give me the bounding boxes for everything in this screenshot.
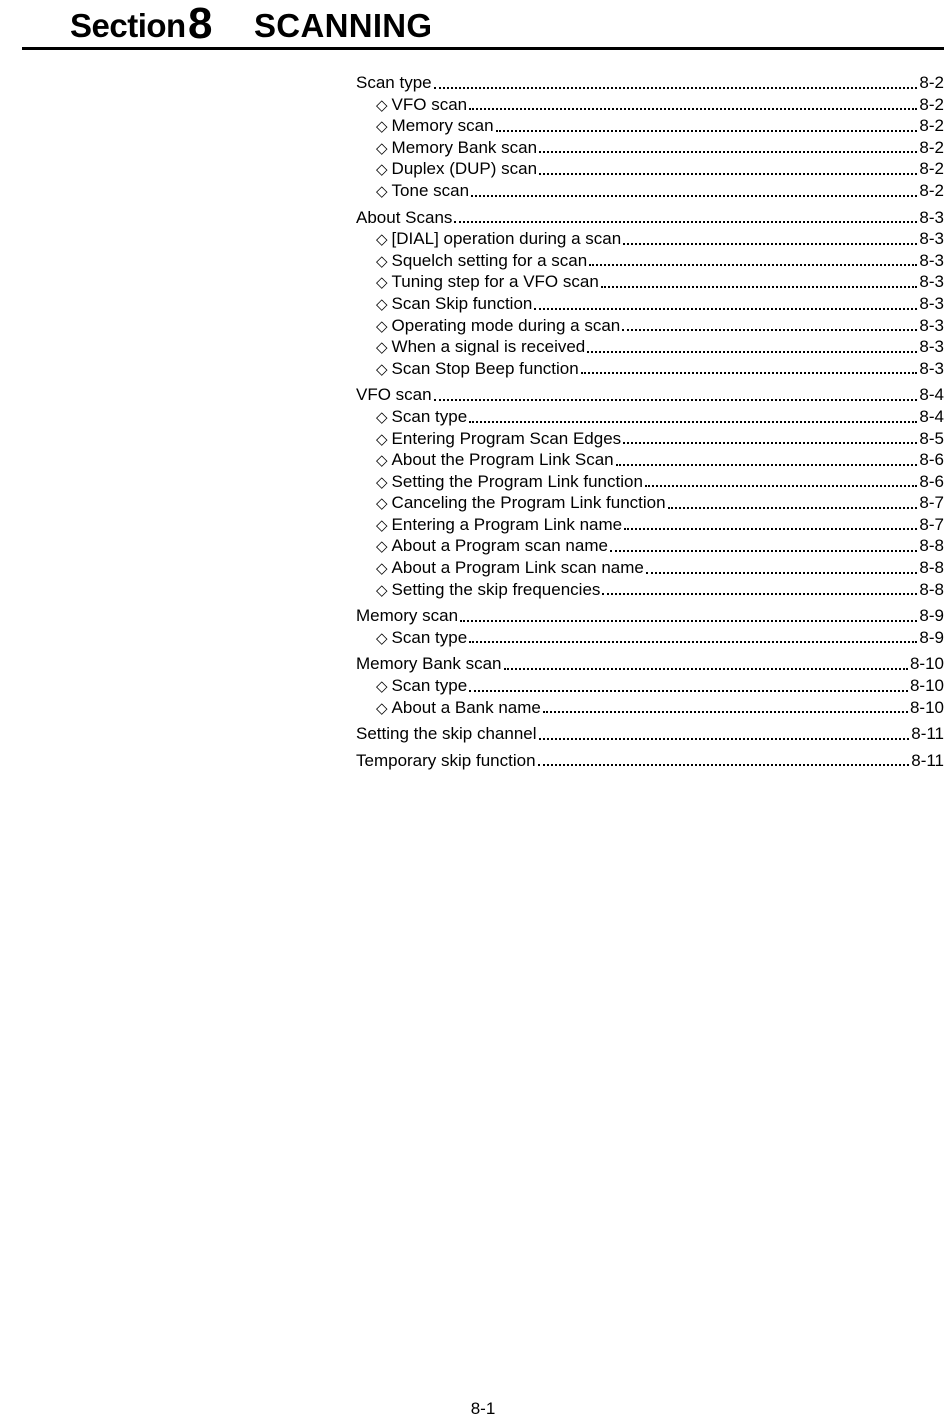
diamond-bullet-icon: ◇ <box>376 316 388 335</box>
dot-leader <box>581 372 918 374</box>
toc-entry-page: 8-5 <box>919 428 944 448</box>
toc-entry-page: 8-7 <box>919 514 944 534</box>
toc-entry-page: 8-2 <box>919 73 944 92</box>
toc-entry-label: VFO scan <box>391 94 468 114</box>
dot-leader <box>610 550 917 552</box>
toc-subentry[interactable] <box>356 137 944 159</box>
toc-entry-page: 8-4 <box>919 406 944 426</box>
section-title: SCANNING <box>254 7 433 44</box>
toc-subentry[interactable] <box>356 697 944 719</box>
dot-leader <box>622 329 917 331</box>
toc-entry-label: Entering Program Scan Edges <box>391 428 622 448</box>
toc-entry-page: 8-3 <box>919 293 944 313</box>
diamond-bullet-icon: ◇ <box>376 273 388 292</box>
dot-leader <box>496 130 918 132</box>
toc-entry-label: About a Program Link scan name <box>391 558 644 578</box>
toc-subentry[interactable] <box>356 228 944 250</box>
toc-entry-page: 8-7 <box>919 493 944 513</box>
dot-leader <box>539 173 917 175</box>
toc-entry-label: Memory scan <box>391 116 494 136</box>
toc-entry-page: 8-11 <box>911 750 944 770</box>
toc-subentry[interactable] <box>356 293 944 315</box>
toc-entry-label: About Scans <box>356 207 453 227</box>
toc-entry-label: Scan type <box>391 676 468 696</box>
dot-leader <box>460 620 917 622</box>
toc-subentry[interactable] <box>356 94 944 116</box>
toc-entry-page: 8-6 <box>919 471 944 491</box>
toc-group <box>356 605 944 648</box>
toc-entry-page: 8-11 <box>911 724 944 744</box>
dot-leader <box>469 108 917 110</box>
toc-subentry[interactable] <box>356 271 944 293</box>
dot-leader <box>469 421 917 423</box>
toc-subentry[interactable] <box>356 535 944 557</box>
toc-entry-page: 8-3 <box>919 229 944 249</box>
toc-entry-page: 8-8 <box>919 536 944 556</box>
toc-subentry[interactable] <box>356 315 944 337</box>
toc-entry-label: Operating mode during a scan <box>391 315 621 335</box>
toc-subentry[interactable] <box>356 358 944 380</box>
dot-leader <box>534 308 917 310</box>
dot-leader <box>434 399 918 401</box>
diamond-bullet-icon: ◇ <box>376 251 388 270</box>
toc-subentry[interactable] <box>356 406 944 428</box>
page-number: 8-1 <box>470 1399 496 1418</box>
diamond-bullet-icon: ◇ <box>376 294 388 313</box>
diamond-bullet-icon: ◇ <box>376 230 388 249</box>
toc-subentry[interactable] <box>356 675 944 697</box>
toc-entry-page: 8-3 <box>919 315 944 335</box>
toc-subentry[interactable] <box>356 557 944 579</box>
toc-entry[interactable] <box>356 653 944 675</box>
toc-entry-label: Canceling the Program Link function <box>391 493 666 513</box>
diamond-bullet-icon: ◇ <box>376 472 388 491</box>
toc-subentry[interactable] <box>356 336 944 358</box>
dot-leader <box>668 507 918 509</box>
diamond-bullet-icon: ◇ <box>376 494 388 513</box>
toc-entry-page: 8-3 <box>919 272 944 292</box>
section-header <box>22 0 944 50</box>
toc-entry-label: When a signal is received <box>391 337 586 357</box>
toc-entry-label: Scan Skip function <box>391 293 533 313</box>
diamond-bullet-icon: ◇ <box>376 429 388 448</box>
toc-entry-page: 8-6 <box>919 450 944 470</box>
page-footer <box>0 1399 950 1419</box>
dot-leader <box>624 528 917 530</box>
toc-subentry[interactable] <box>356 627 944 649</box>
toc-entry-page: 8-3 <box>919 358 944 378</box>
toc-entry-page: 8-3 <box>919 250 944 270</box>
dot-leader <box>623 243 917 245</box>
toc-subentry[interactable] <box>356 158 944 180</box>
toc-entry[interactable] <box>356 723 944 745</box>
toc-entry-label: Setting the Program Link function <box>391 471 643 491</box>
section-label: Section <box>70 7 186 44</box>
toc-entry-label: Temporary skip function <box>356 750 536 770</box>
toc-entry-page: 8-3 <box>919 207 944 227</box>
diamond-bullet-icon: ◇ <box>376 338 388 357</box>
toc-group <box>356 207 944 380</box>
dot-leader <box>504 668 908 670</box>
dot-leader <box>645 485 918 487</box>
toc-entry[interactable] <box>356 384 944 406</box>
diamond-bullet-icon: ◇ <box>376 407 388 426</box>
toc-entry-label: Setting the skip channel <box>356 724 537 744</box>
dot-leader <box>539 151 917 153</box>
toc-group <box>356 723 944 745</box>
toc-entry[interactable] <box>356 605 944 627</box>
toc-entry-label: Memory Bank scan <box>391 137 538 157</box>
toc-entry-label: About a Program scan name <box>391 536 608 556</box>
toc-entry-page: 8-8 <box>919 558 944 578</box>
toc-subentry[interactable] <box>356 250 944 272</box>
section-number: 8 <box>188 0 213 48</box>
toc-entry[interactable] <box>356 207 944 229</box>
toc-entry-label: Scan Stop Beep function <box>391 358 579 378</box>
toc-entry-label: Squelch setting for a scan <box>391 250 588 270</box>
toc-entry-label: Setting the skip frequencies <box>391 579 601 599</box>
toc-entry-label: Memory Bank scan <box>356 654 502 674</box>
toc-entry[interactable] <box>356 750 944 772</box>
toc-subentry[interactable] <box>356 492 944 514</box>
diamond-bullet-icon: ◇ <box>376 537 388 556</box>
toc-entry-label: Scan type <box>356 73 432 92</box>
dot-leader <box>454 221 917 223</box>
diamond-bullet-icon: ◇ <box>376 160 388 179</box>
diamond-bullet-icon: ◇ <box>376 117 388 136</box>
toc-entry-page: 8-8 <box>919 579 944 599</box>
toc-entry-page: 8-2 <box>919 94 944 114</box>
toc-entry-page: 8-10 <box>909 654 944 674</box>
diamond-bullet-icon: ◇ <box>376 580 388 599</box>
toc-entry-label: About a Bank name <box>391 697 541 717</box>
dot-leader <box>538 764 910 766</box>
dot-leader <box>602 593 917 595</box>
toc-subentry[interactable] <box>356 449 944 471</box>
toc-entry-label: Scan type <box>391 406 468 426</box>
toc-entry-page: 8-10 <box>909 697 944 717</box>
dot-leader <box>587 351 917 353</box>
toc-entry-page: 8-3 <box>919 337 944 357</box>
dot-leader <box>601 286 918 288</box>
diamond-bullet-icon: ◇ <box>376 138 388 157</box>
toc-entry-label: Tone scan <box>391 180 470 200</box>
diamond-bullet-icon: ◇ <box>376 515 388 534</box>
dot-leader <box>434 87 918 89</box>
toc-entry-page: 8-2 <box>919 116 944 136</box>
toc-entry-page: 8-9 <box>919 606 944 626</box>
toc-entry-label: Duplex (DUP) scan <box>391 159 538 179</box>
dot-leader <box>623 442 917 444</box>
toc-entry-label: VFO scan <box>356 385 432 405</box>
toc-subentry[interactable] <box>356 471 944 493</box>
toc-group <box>356 750 944 772</box>
dot-leader <box>469 690 908 692</box>
toc-group <box>356 653 944 718</box>
toc-entry-page: 8-2 <box>919 137 944 157</box>
toc-entry-label: Entering a Program Link name <box>391 514 623 534</box>
diamond-bullet-icon: ◇ <box>376 95 388 114</box>
toc-entry-page: 8-10 <box>909 676 944 696</box>
diamond-bullet-icon: ◇ <box>376 698 388 717</box>
dot-leader <box>616 464 918 466</box>
diamond-bullet-icon: ◇ <box>376 451 388 470</box>
dot-leader <box>469 641 917 643</box>
toc-entry-label: Memory scan <box>356 606 459 626</box>
toc-subentry[interactable] <box>356 514 944 536</box>
toc-subentry[interactable] <box>356 579 944 601</box>
toc-entry[interactable] <box>356 72 944 94</box>
toc-entry-page: 8-4 <box>919 385 944 405</box>
dot-leader <box>471 195 917 197</box>
toc-entry-page: 8-2 <box>919 180 944 200</box>
diamond-bullet-icon: ◇ <box>376 359 388 378</box>
toc-entry-page: 8-2 <box>919 159 944 179</box>
dot-leader <box>539 738 910 740</box>
diamond-bullet-icon: ◇ <box>376 559 388 578</box>
dot-leader <box>589 264 917 266</box>
diamond-bullet-icon: ◇ <box>376 181 388 200</box>
toc-subentry[interactable] <box>356 115 944 137</box>
diamond-bullet-icon: ◇ <box>376 628 388 647</box>
toc-entry-label: About the Program Link Scan <box>391 450 614 470</box>
toc-subentry[interactable] <box>356 180 944 202</box>
toc-subentry[interactable] <box>356 428 944 450</box>
diamond-bullet-icon: ◇ <box>376 677 388 696</box>
dot-leader <box>543 711 908 713</box>
toc-entry-label: Tuning step for a VFO scan <box>391 272 599 292</box>
toc-entry-page: 8-9 <box>919 627 944 647</box>
toc-group <box>356 72 944 202</box>
dot-leader <box>646 572 918 574</box>
toc-group <box>356 384 944 600</box>
toc-entry-label: [DIAL] operation during a scan <box>391 229 622 249</box>
table-of-contents <box>356 72 944 776</box>
toc-entry-label: Scan type <box>391 627 468 647</box>
